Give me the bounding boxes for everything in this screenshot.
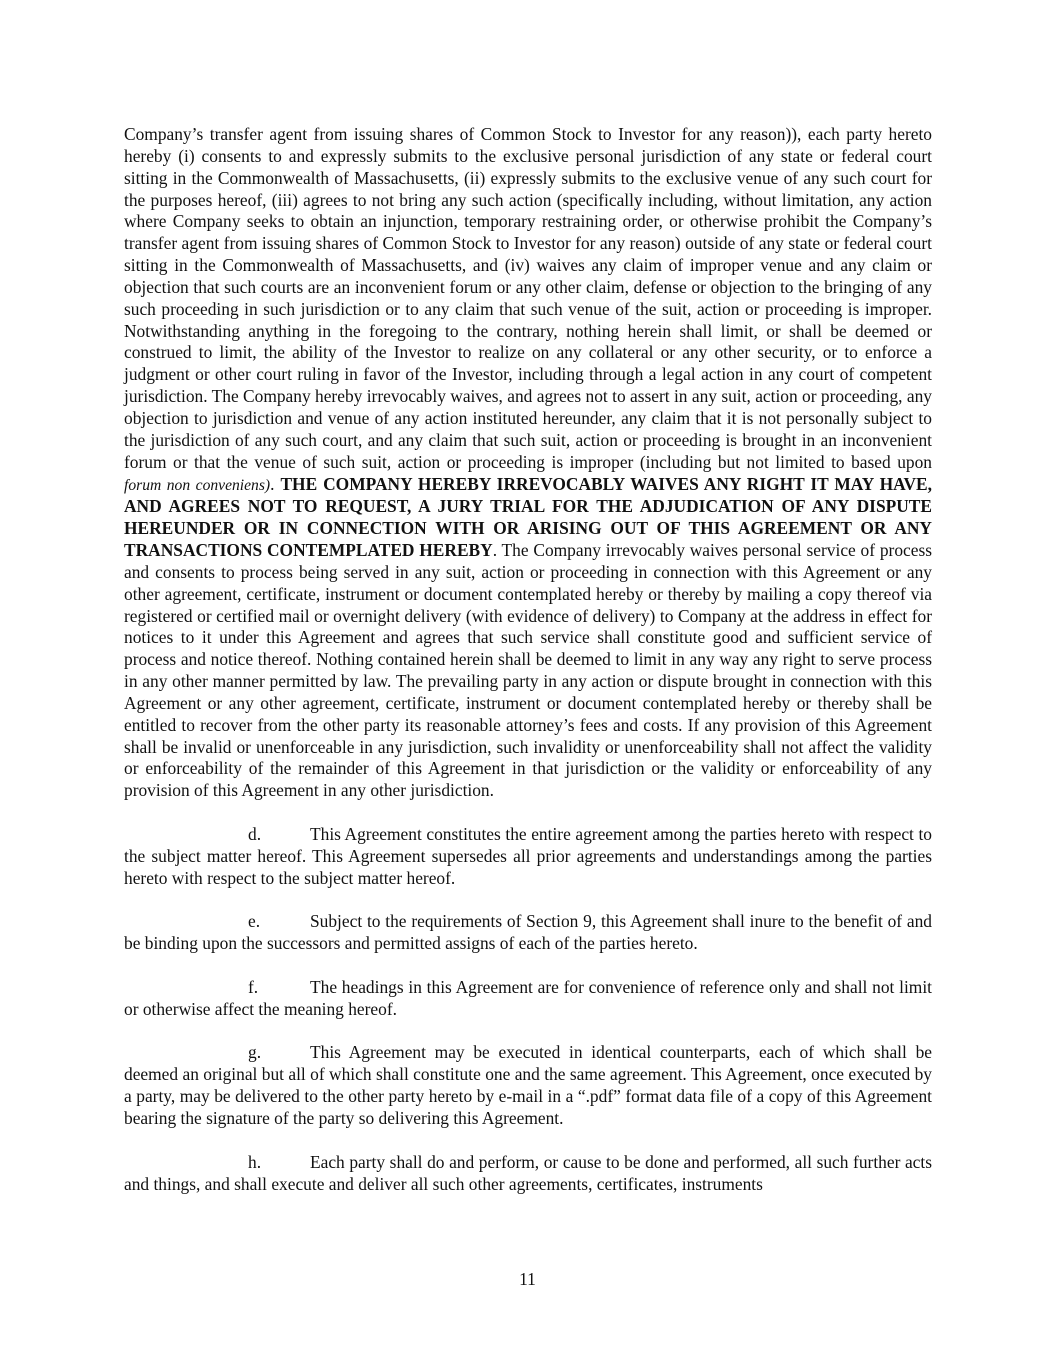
paragraph-jurisdiction-text: Company’s transfer agent from issuing shares of Common Stock to Investor for any reason)), each party hereto hereby (i) consents to and expressly submits to the exclusive personal jurisdiction of any state or federal court sitting in the Commonwealth of Massachusetts, (ii) expressly submits to the exclusive venue of any such court for the purposes hereof, (iii) agrees to not bring any such action (specifically including, without limitation, any action where Company seeks to obtain an injunction, temporary restraining order, or otherwise prohibit the Company’s transfer agent from issuing shares of Common Stock to Investor for any reason) outside of any state or federal court sitting in the Commonwealth of Massachusetts, and (iv) waives any claim of improper venue and any claim or objection that such courts are an inconvenient forum or any other claim, defense or objection to the bringing of any such proceeding in such jurisdiction or to any claim that such venue of the suit, action or proceeding is improper. Notwithstanding anything in the foregoing to the contrary, nothing herein shall limit, or shall be deemed or construed to limit, the ability of the Investor to realize on any collateral or any other security, or to enforce a judgment or other court ruling in favor of the Investor, including through a legal action in any court of competent jurisdiction. The Company hereby irrevocably waives, and agrees not to assert in any suit, action or proceeding, any objection to jurisdiction and venue of any action instituted hereunder, any claim that it is not personally subject to the jurisdiction of any such court, and any claim that such suit, action or proceeding is brought in an inconvenient forum or that the venue of such suit, action or proceeding is improper (including but not limited to based upon [124, 124, 932, 472]
clause-letter: f. [248, 976, 259, 997]
clause-letter: g. [248, 1042, 262, 1063]
clause-g [124, 1042, 932, 1129]
jury-trial-waiver-bold: THE COMPANY HEREBY IRREVOCABLY WAIVES ANY RIGHT IT MAY HAVE, AND AGREES NOT TO REQUEST, A JURY TRIAL FOR THE ADJUDICATION OF ANY DISPUTE HEREUNDER OR IN CONNECTION WITH OR ARISING OUT OF THIS AGREEMENT OR ANY TRANSACTIONS CONTEMPLATED HEREBY [124, 473, 932, 561]
clause-letter: e. [248, 911, 261, 932]
clause-text: This Agreement constitutes the entire agreement among the parties hereto with respect to the subject matter hereof. This Agreement supersedes all prior agreements and understandings among the parties hereto with respect to the subject matter hereof. [124, 824, 932, 888]
clause-letter: h. [248, 1151, 262, 1172]
clause-d [124, 824, 932, 890]
period-separator: . [270, 473, 281, 494]
clause-h [124, 1152, 932, 1196]
document-page [124, 124, 932, 1195]
clause-text: Each party shall do and perform, or cause to be done and performed, all such further acts and things, and shall execute and deliver all such other agreements, certificates, instruments [124, 1151, 932, 1194]
clause-e [124, 911, 932, 955]
clause-text: The headings in this Agreement are for convenience of reference only and shall not limit or otherwise affect the meaning hereof. [124, 976, 932, 1019]
forum-non-conveniens-italic: forum non conveniens) [124, 476, 271, 494]
clause-f [124, 977, 932, 1021]
paragraph-jurisdiction-tail: . The Company irrevocably waives personal service of process and consents to process being served in any suit, action or proceeding in connection with this Agreement or any other agreement, certificate, instrument or document contemplated hereby or thereby by mailing a copy thereof via registered or certified mail or overnight delivery (with evidence of delivery) to Company at the address in effect for notices to it under this Agreement and agrees that such service shall constitute good and sufficient service of process and notice thereof. Nothing contained herein shall be deemed to limit in any way any right to serve process in any other manner permitted by law. The prevailing party in any action or dispute brought in connection with this Agreement or any other agreement, certificate, instrument or document contemplated hereby or thereby shall be entitled to recover from the other party its reasonable attorney’s fees and costs. If any provision of this Agreement shall be invalid or unenforceable in any jurisdiction, such invalidity or unenforceability shall not affect the validity or enforceability of the remainder of this Agreement in that jurisdiction or the validity or enforceability of any provision of this Agreement in any other jurisdiction. [124, 540, 932, 801]
page-number: 11 [519, 1269, 536, 1289]
clause-text: Subject to the requirements of Section 9, this Agreement shall inure to the benefit of and be binding upon the successors and permitted assigns of each of the parties hereto. [124, 911, 932, 954]
paragraph-jurisdiction [124, 124, 932, 802]
clause-text: This Agreement may be executed in identical counterparts, each of which shall be deemed an original but all of which shall constitute one and the same agreement. This Agreement, once executed by a party, may be delivered to the other party hereto by e-mail in a “.pdf” format data file of a copy of this Agreement bearing the signature of the party so delivering this Agreement. [124, 1042, 932, 1128]
clause-letter: d. [248, 824, 262, 844]
